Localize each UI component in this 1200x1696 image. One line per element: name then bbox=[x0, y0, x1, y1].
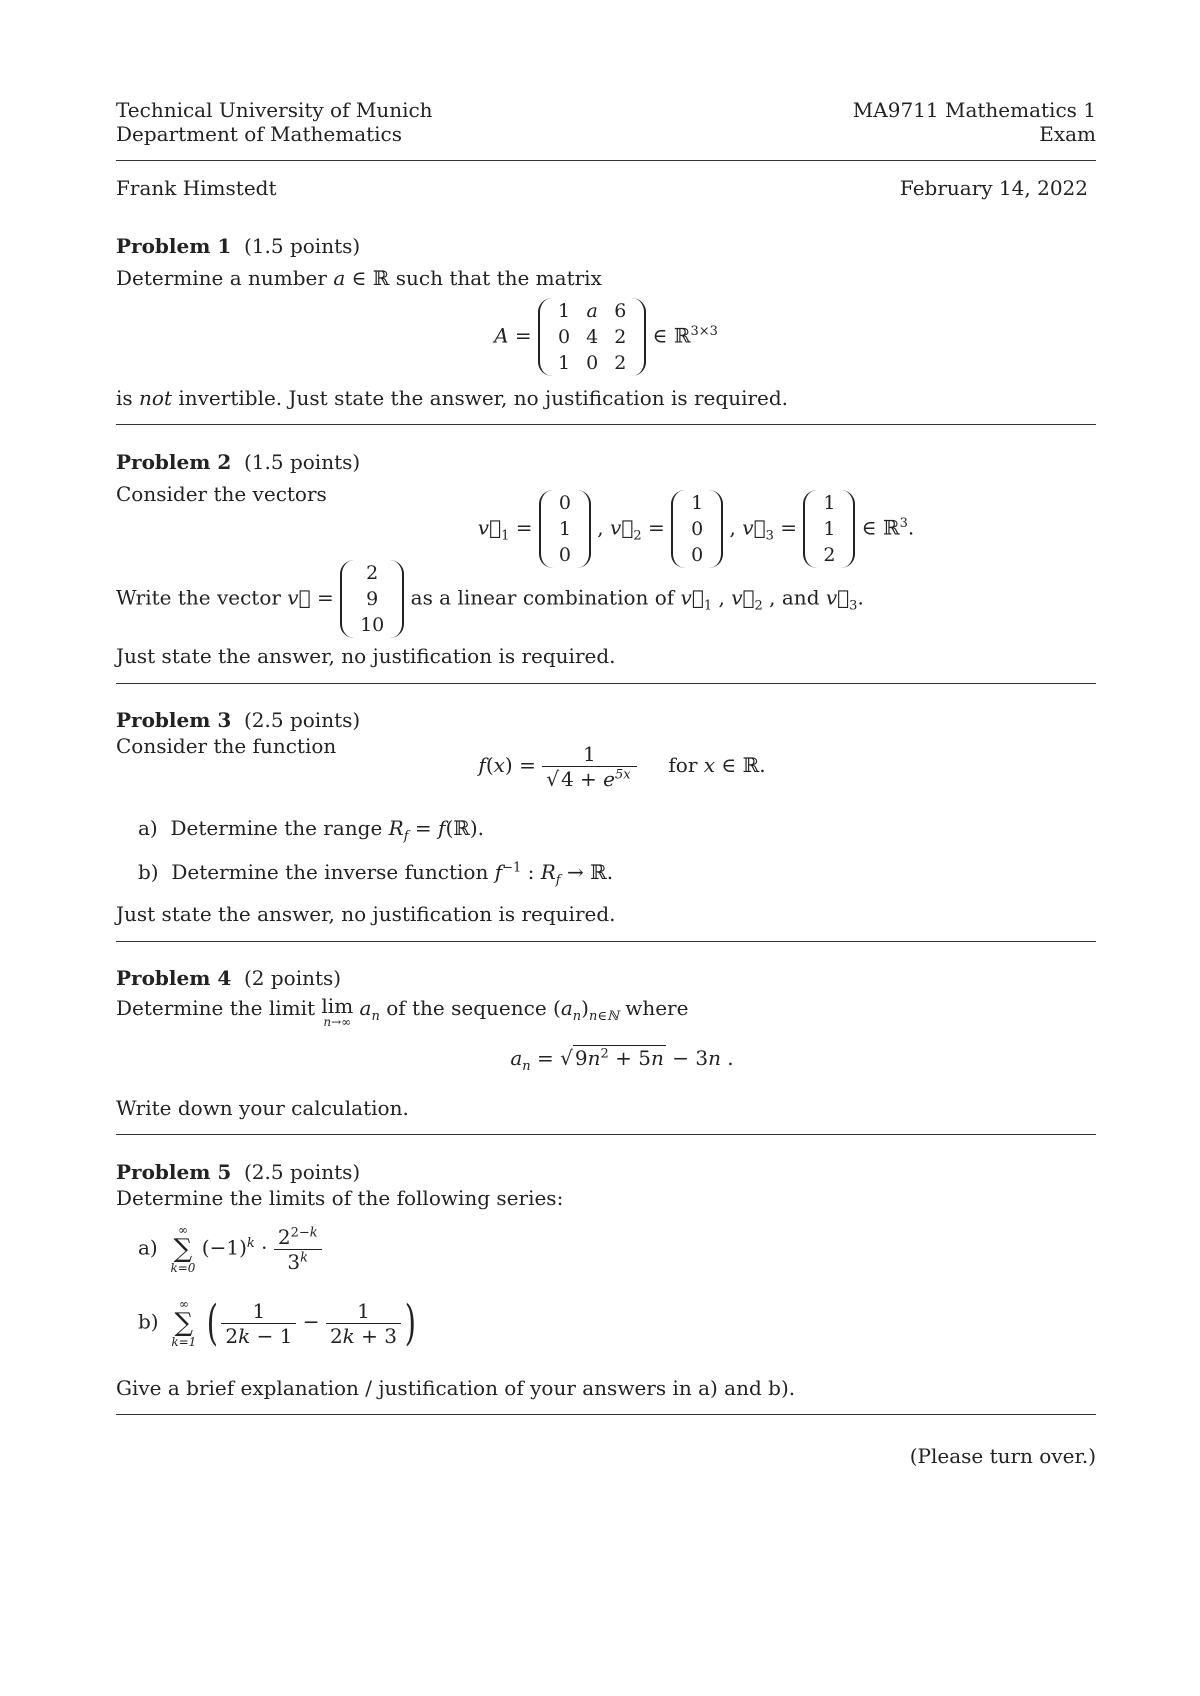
course-name: MA9711 Mathematics 1 bbox=[852, 98, 1096, 122]
problem-5-part-a: a) ∞ ∑ k=0 $(-1)^k$ · $\frac{2^{2-k}}{3^k}$ bbox=[138, 1224, 322, 1274]
problem-4-heading: Problem 4 (2 points) bbox=[116, 966, 342, 990]
problem-divider bbox=[116, 1134, 1096, 1135]
turn-over-note: (Please turn over.) bbox=[909, 1444, 1096, 1468]
problem-divider bbox=[116, 941, 1096, 942]
problem-3-heading: Problem 3 (2.5 points) bbox=[116, 708, 361, 732]
problem-1-heading: Problem 1 (1.5 points) bbox=[116, 234, 361, 258]
problem-1-intro: Determine a number a ∈ ℝ such that the matrix bbox=[116, 266, 602, 290]
problem-3-function: f(x) = $\frac{1}{√ 4 + e^{5x}}$ for x ∈ ℝ. bbox=[478, 742, 766, 791]
problem-3-part-b: b) Determine the inverse function $f^{-1}$ : $R_f$ → ℝ. bbox=[138, 860, 614, 888]
problem-1-outro: is not invertible. Just state the answer, no justification is required. bbox=[116, 386, 789, 410]
problem-2-intro: Consider the vectors bbox=[116, 482, 327, 506]
problem-5-heading: Problem 5 (2.5 points) bbox=[116, 1160, 361, 1184]
exam-page bbox=[116, 0, 1096, 1696]
problem-2-write: Write the vector v⃗ = 2 9 10 as a linear combination of $v⃗_1$ , $v⃗_2$ , and $v⃗_3$. bbox=[116, 562, 864, 636]
problem-divider bbox=[116, 683, 1096, 684]
department-name: Department of Mathematics bbox=[116, 122, 403, 146]
vector-v3: 1 1 2 bbox=[803, 490, 855, 568]
university-name: Technical University of Munich bbox=[116, 98, 433, 122]
problem-5-part-b: b) ∞ ∑ k=1 ( $\frac{1}{2k - 1}$ − $\frac{1}{2k + 3}$ ) bbox=[138, 1295, 416, 1351]
problem-3-part-a: a) Determine the range $R_f$ = f(ℝ). bbox=[138, 816, 485, 844]
vector-v: 2 9 10 bbox=[340, 560, 404, 638]
problem-2-vectors: $v⃗_1$ = 0 1 0 , $v⃗_2$ = 1 0 0 , $v⃗_3$ = 1 1 2 ∈ ℝ$^3$. bbox=[477, 492, 915, 566]
problem-3-outro: Just state the answer, no justification is required. bbox=[116, 902, 616, 926]
vector-v2: 1 0 0 bbox=[671, 490, 723, 568]
problem-1-matrix-equation: A = 1 a 6 0 4 2 1 0 2 ∈ ℝ$^{3\times 3}$ bbox=[494, 300, 718, 374]
author-name: Frank Himstedt bbox=[116, 176, 277, 200]
problem-divider bbox=[116, 424, 1096, 425]
exam-type: Exam bbox=[1039, 122, 1096, 146]
exam-date: February 14, 2022 bbox=[899, 176, 1088, 200]
problem-4-outro: Write down your calculation. bbox=[116, 1096, 409, 1120]
header-divider bbox=[116, 160, 1096, 161]
problem-3-intro: Consider the function bbox=[116, 734, 337, 758]
problem-4-intro: Determine the limit lim n→∞ $a_n$ of the sequence $(a_n)_{n\in ℕ}$ where bbox=[116, 994, 689, 1029]
problem-divider bbox=[116, 1414, 1096, 1415]
matrix-a: 1 a 6 0 4 2 1 0 2 bbox=[538, 298, 646, 376]
problem-5-intro: Determine the limits of the following series: bbox=[116, 1186, 564, 1210]
problem-4-sequence: $a_n$ = √ $9n^2 + 5n - 3n$ . bbox=[510, 1046, 734, 1074]
problem-2-heading: Problem 2 (1.5 points) bbox=[116, 450, 361, 474]
vector-v1: 0 1 0 bbox=[539, 490, 591, 568]
problem-5-outro: Give a brief explanation / justification of your answers in a) and b). bbox=[116, 1376, 796, 1400]
problem-2-outro: Just state the answer, no justification is required. bbox=[116, 644, 616, 668]
